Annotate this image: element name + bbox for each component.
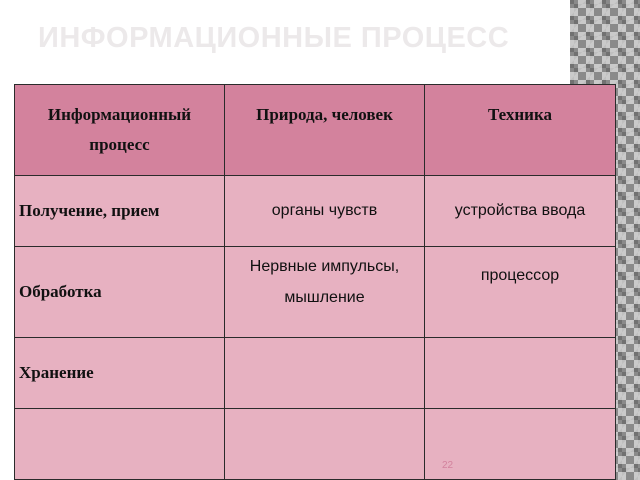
row-label-processing: Обработка (15, 247, 225, 338)
row-label-storage: Хранение (15, 338, 225, 409)
cell-nerve-impulses: Нервные импульсы, мышление (225, 247, 425, 338)
slide-title-tail: Ы (509, 22, 539, 54)
slide-title (38, 22, 538, 55)
info-process-table (14, 84, 616, 480)
header-info-process: Информационный процесс (15, 85, 225, 176)
slide-page-number: 22 (442, 460, 454, 471)
cell-empty (225, 409, 425, 480)
table-row (15, 409, 616, 480)
table-header-row (15, 85, 616, 176)
slide-title-main: ИНФОРМАЦИОННЫЕ ПРОЦЕСС (38, 22, 510, 54)
header-nature-human: Природа, человек (225, 85, 425, 176)
table-row (15, 247, 616, 338)
cell-empty (15, 409, 225, 480)
cell-empty (225, 338, 425, 409)
table-row (15, 338, 616, 409)
header-technique: Техника (425, 85, 616, 176)
cell-empty (425, 338, 616, 409)
cell-input-devices: устройства ввода (425, 176, 616, 247)
row-label-receiving: Получение, прием (15, 176, 225, 247)
cell-empty (425, 409, 616, 480)
cell-sense-organs: органы чувств (225, 176, 425, 247)
table-row (15, 176, 616, 247)
cell-processor: процессор (425, 247, 616, 338)
